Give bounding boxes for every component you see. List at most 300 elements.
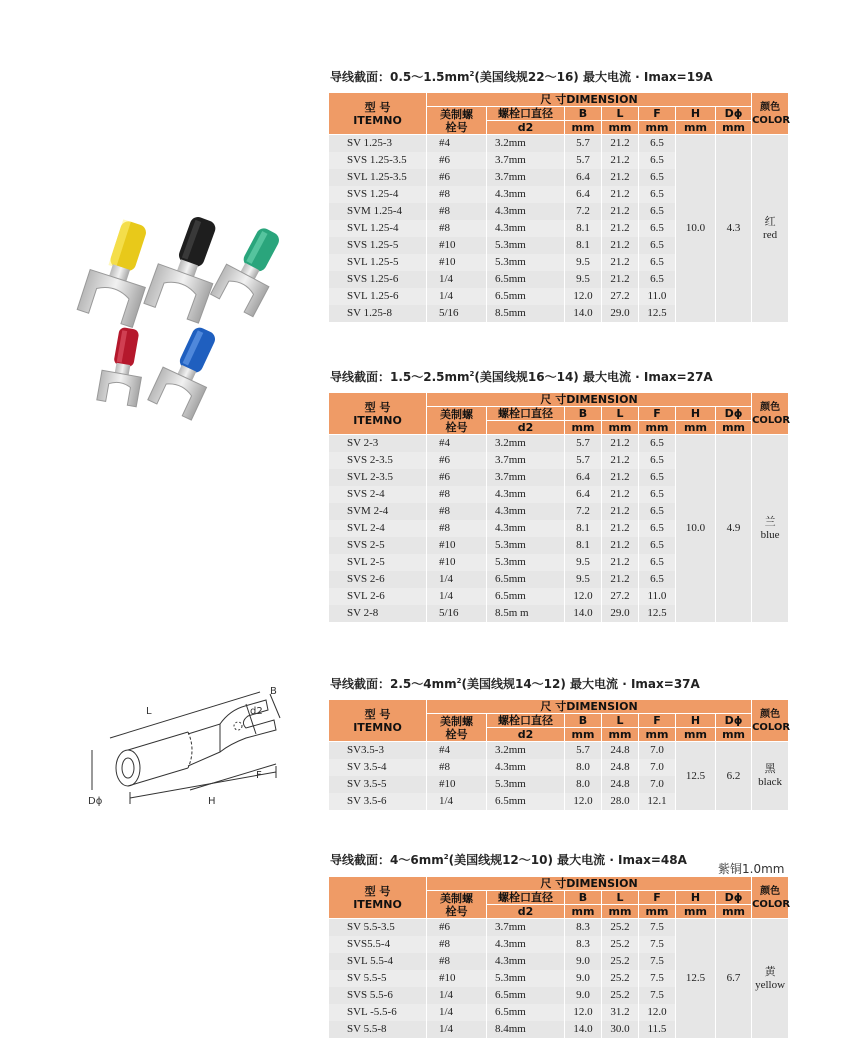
item-no: SVS 1.25-3.5	[329, 152, 427, 169]
d2-value: 5.3mm	[487, 554, 565, 571]
b-value: 9.5	[565, 571, 602, 588]
header-l: L	[602, 714, 639, 728]
b-value: 9.5	[565, 554, 602, 571]
f-value: 6.5	[639, 169, 676, 186]
f-value: 7.0	[639, 759, 676, 776]
screw-size: 1/4	[427, 1021, 487, 1038]
f-value: 12.5	[639, 305, 676, 322]
b-value: 8.1	[565, 237, 602, 254]
item-no: SVS 2-3.5	[329, 452, 427, 469]
item-no: SV 3.5-6	[329, 793, 427, 810]
screw-size: #8	[427, 759, 487, 776]
item-no: SVL 1.25-5	[329, 254, 427, 271]
screw-size: #10	[427, 970, 487, 987]
f-value: 6.5	[639, 537, 676, 554]
b-value: 8.0	[565, 759, 602, 776]
f-value: 11.0	[639, 588, 676, 605]
screw-size: 1/4	[427, 987, 487, 1004]
screw-size: #4	[427, 135, 487, 153]
d2-value: 4.3mm	[487, 220, 565, 237]
b-value: 9.0	[565, 953, 602, 970]
d2-value: 6.5mm	[487, 288, 565, 305]
green-terminal	[211, 220, 293, 317]
f-value: 6.5	[639, 486, 676, 503]
item-no: SV3.5-3	[329, 742, 427, 760]
b-value: 14.0	[565, 605, 602, 622]
item-no: SVM 1.25-4	[329, 203, 427, 220]
header-screw-size	[427, 107, 487, 135]
header-unit-mm: mm	[602, 728, 639, 742]
f-value: 6.5	[639, 254, 676, 271]
dphi-value: 4.9	[716, 435, 752, 623]
header-d2: d2	[487, 905, 565, 919]
screw-size: 5/16	[427, 305, 487, 322]
f-value: 7.5	[639, 936, 676, 953]
item-no: SV 1.25-3	[329, 135, 427, 153]
screw-size: #8	[427, 520, 487, 537]
header-b: B	[565, 714, 602, 728]
header-unit-mm: mm	[602, 421, 639, 435]
l-value: 24.8	[602, 759, 639, 776]
d2-value: 3.7mm	[487, 152, 565, 169]
color-cell	[752, 742, 789, 811]
section-title: 导线截面：$1.5\sim 2.5mm^2$(美国线规16～14) 最大电流 · Imax=27A	[330, 370, 713, 384]
screw-size: #6	[427, 469, 487, 486]
b-value: 8.1	[565, 520, 602, 537]
l-value: 21.2	[602, 503, 639, 520]
f-value: 7.5	[639, 919, 676, 937]
header-f: F	[639, 107, 676, 121]
item-no: SV 5.5-3.5	[329, 919, 427, 937]
l-value: 28.0	[602, 793, 639, 810]
header-screw-cn2: 栓号	[445, 120, 468, 134]
table-row	[329, 742, 789, 760]
header-d2-cn: 螺栓口直径	[487, 714, 565, 728]
item-no: SVM 2-4	[329, 503, 427, 520]
d2-value: 4.3mm	[487, 520, 565, 537]
item-no: SVL 2-3.5	[329, 469, 427, 486]
d2-value: 4.3mm	[487, 759, 565, 776]
header-dphi: Dϕ	[716, 714, 752, 728]
f-value: 7.5	[639, 970, 676, 987]
screw-size: #10	[427, 554, 487, 571]
item-no: SVS 1.25-5	[329, 237, 427, 254]
screw-size: 1/4	[427, 793, 487, 810]
color-cn: 兰	[764, 515, 776, 528]
table-row	[329, 135, 789, 153]
header-itemno	[329, 877, 427, 919]
d2-value: 8.4mm	[487, 1021, 565, 1038]
f-value: 6.5	[639, 469, 676, 486]
f-value: 12.1	[639, 793, 676, 810]
color-en: red	[763, 228, 778, 241]
color-cn: 黄	[764, 965, 776, 978]
screw-size: 1/4	[427, 288, 487, 305]
d2-value: 4.3mm	[487, 486, 565, 503]
spec-table	[328, 699, 789, 810]
l-value: 31.2	[602, 1004, 639, 1021]
color-cell	[752, 919, 789, 1039]
header-unit-mm: mm	[676, 121, 716, 135]
screw-size: #4	[427, 435, 487, 453]
table-row	[329, 435, 789, 453]
l-value: 24.8	[602, 776, 639, 793]
d2-value: 4.3mm	[487, 203, 565, 220]
blue-terminal	[148, 320, 229, 420]
screw-size: #10	[427, 776, 487, 793]
l-value: 25.2	[602, 987, 639, 1004]
header-color-cn: 颜色	[760, 101, 781, 113]
header-b: B	[565, 407, 602, 421]
l-value: 21.2	[602, 537, 639, 554]
item-no: SVL 2-5	[329, 554, 427, 571]
b-value: 5.7	[565, 452, 602, 469]
b-value: 8.3	[565, 936, 602, 953]
l-value: 30.0	[602, 1021, 639, 1038]
header-screw-size	[427, 891, 487, 919]
d2-value: 4.3mm	[487, 936, 565, 953]
d2-value: 6.5mm	[487, 588, 565, 605]
item-no: SVL 1.25-6	[329, 288, 427, 305]
b-value: 12.0	[565, 1004, 602, 1021]
header-screw-cn2: 栓号	[445, 904, 468, 918]
item-no: SVL 1.25-4	[329, 220, 427, 237]
h-value: 12.5	[676, 742, 716, 811]
l-value: 29.0	[602, 305, 639, 322]
header-unit-mm: mm	[676, 905, 716, 919]
b-value: 14.0	[565, 305, 602, 322]
b-value: 8.1	[565, 220, 602, 237]
d2-value: 6.5mm	[487, 987, 565, 1004]
f-value: 11.5	[639, 1021, 676, 1038]
b-value: 9.0	[565, 970, 602, 987]
screw-size: #10	[427, 254, 487, 271]
section-title: 导线截面：$0.5\sim 1.5mm^2$(美国线规22～16) 最大电流 · Imax=19A	[330, 70, 713, 84]
screw-size: #8	[427, 953, 487, 970]
header-itemno	[329, 700, 427, 742]
d2-value: 5.3mm	[487, 970, 565, 987]
header-unit-mm: mm	[716, 728, 752, 742]
f-value: 6.5	[639, 435, 676, 453]
header-d2: d2	[487, 728, 565, 742]
l-value: 24.8	[602, 742, 639, 760]
color-cn: 黑	[764, 763, 776, 775]
color-en: yellow	[755, 978, 786, 991]
f-value: 7.0	[639, 742, 676, 760]
header-d2-cn: 螺栓口直径	[487, 407, 565, 421]
header-color-en: COLOR	[752, 898, 791, 910]
header-dphi: Dϕ	[716, 891, 752, 905]
color-en: black	[758, 776, 782, 788]
header-f: F	[639, 714, 676, 728]
header-unit-mm: mm	[716, 421, 752, 435]
b-value: 12.0	[565, 288, 602, 305]
header-model-cn: 型 号	[364, 884, 391, 898]
item-no: SV 3.5-5	[329, 776, 427, 793]
l-value: 21.2	[602, 220, 639, 237]
yellow-terminal	[77, 214, 163, 327]
screw-size: #10	[427, 237, 487, 254]
header-unit-mm: mm	[639, 421, 676, 435]
b-value: 9.5	[565, 254, 602, 271]
l-value: 21.2	[602, 152, 639, 169]
screw-size: #8	[427, 203, 487, 220]
l-value: 21.2	[602, 486, 639, 503]
diagram-label-l: L	[146, 706, 152, 717]
color-en: blue	[760, 528, 780, 541]
f-value: 7.5	[639, 987, 676, 1004]
table-row	[329, 919, 789, 937]
screw-size: #8	[427, 186, 487, 203]
header-unit-mm: mm	[716, 905, 752, 919]
header-dimension: 尺 寸DIMENSION	[427, 393, 752, 407]
f-value: 6.5	[639, 186, 676, 203]
b-value: 6.4	[565, 186, 602, 203]
f-value: 6.5	[639, 452, 676, 469]
item-no: SVL 2-6	[329, 588, 427, 605]
header-model-cn: 型 号	[364, 100, 391, 114]
item-no: SV 2-8	[329, 605, 427, 622]
l-value: 21.2	[602, 520, 639, 537]
header-screw-size	[427, 407, 487, 435]
header-f: F	[639, 891, 676, 905]
header-dimension: 尺 寸DIMENSION	[427, 93, 752, 107]
item-no: SVS5.5-4	[329, 936, 427, 953]
b-value: 9.0	[565, 987, 602, 1004]
b-value: 12.0	[565, 588, 602, 605]
header-model-cn: 型 号	[364, 400, 391, 414]
screw-size: 1/4	[427, 571, 487, 588]
f-value: 6.5	[639, 554, 676, 571]
dphi-value: 6.7	[716, 919, 752, 1039]
item-no: SVL -5.5-6	[329, 1004, 427, 1021]
f-value: 11.0	[639, 288, 676, 305]
header-dimension: 尺 寸DIMENSION	[427, 700, 752, 714]
diagram-label-h: H	[208, 796, 216, 807]
l-value: 21.2	[602, 452, 639, 469]
copper-thickness-note: 紫铜1.0mm	[718, 862, 785, 876]
b-value: 8.0	[565, 776, 602, 793]
header-unit-mm: mm	[676, 728, 716, 742]
l-value: 21.2	[602, 203, 639, 220]
b-value: 5.7	[565, 742, 602, 760]
l-value: 21.2	[602, 271, 639, 288]
header-color-en: COLOR	[752, 114, 791, 126]
b-value: 8.3	[565, 919, 602, 937]
dphi-value: 4.3	[716, 135, 752, 323]
l-value: 21.2	[602, 186, 639, 203]
d2-value: 5.3mm	[487, 237, 565, 254]
b-value: 7.2	[565, 503, 602, 520]
header-unit-mm: mm	[639, 728, 676, 742]
header-h: H	[676, 714, 716, 728]
header-color-cn: 颜色	[760, 885, 781, 897]
screw-size: #10	[427, 537, 487, 554]
f-value: 6.5	[639, 271, 676, 288]
item-no: SVS 2-5	[329, 537, 427, 554]
dimension-diagram	[70, 680, 310, 820]
l-value: 21.2	[602, 469, 639, 486]
f-value: 6.5	[639, 571, 676, 588]
header-screw-cn1: 美制螺	[440, 107, 473, 121]
header-unit-mm: mm	[639, 905, 676, 919]
header-unit-mm: mm	[565, 905, 602, 919]
item-no: SVS 2-4	[329, 486, 427, 503]
f-value: 6.5	[639, 237, 676, 254]
d2-value: 6.5mm	[487, 1004, 565, 1021]
item-no: SVS 1.25-6	[329, 271, 427, 288]
d2-value: 4.3mm	[487, 953, 565, 970]
header-b: B	[565, 107, 602, 121]
screw-size: #8	[427, 503, 487, 520]
header-f: F	[639, 407, 676, 421]
l-value: 27.2	[602, 588, 639, 605]
header-d2: d2	[487, 121, 565, 135]
b-value: 5.7	[565, 135, 602, 153]
d2-value: 8.5mm	[487, 305, 565, 322]
screw-size: #6	[427, 152, 487, 169]
header-unit-mm: mm	[676, 421, 716, 435]
header-color-cn: 颜色	[760, 708, 781, 720]
header-color	[752, 877, 789, 919]
d2-value: 5.3mm	[487, 537, 565, 554]
spec-table	[328, 92, 789, 322]
l-value: 25.2	[602, 953, 639, 970]
header-unit-mm: mm	[565, 121, 602, 135]
diagram-label-b: B	[270, 686, 277, 697]
black-terminal	[144, 209, 233, 323]
header-model-cn: 型 号	[364, 707, 391, 721]
section-title: 导线截面：$4\sim 6mm^2$(美国线规12～10) 最大电流 · Imax=48A	[330, 853, 687, 867]
header-screw-cn2: 栓号	[445, 727, 468, 741]
l-value: 27.2	[602, 288, 639, 305]
screw-size: 1/4	[427, 1004, 487, 1021]
header-unit-mm: mm	[602, 905, 639, 919]
header-model-en: ITEMNO	[353, 413, 402, 427]
item-no: SV 5.5-5	[329, 970, 427, 987]
header-color	[752, 393, 789, 435]
screw-size: 5/16	[427, 605, 487, 622]
d2-value: 4.3mm	[487, 186, 565, 203]
header-dphi: Dϕ	[716, 407, 752, 421]
l-value: 21.2	[602, 169, 639, 186]
d2-value: 6.5mm	[487, 793, 565, 810]
diagram-label-d2: d2	[250, 706, 263, 717]
header-d2: d2	[487, 421, 565, 435]
header-itemno	[329, 393, 427, 435]
header-h: H	[676, 891, 716, 905]
screw-size: #6	[427, 169, 487, 186]
header-h: H	[676, 407, 716, 421]
header-itemno	[329, 93, 427, 135]
header-color	[752, 700, 789, 742]
d2-value: 3.2mm	[487, 742, 565, 760]
f-value: 6.5	[639, 520, 676, 537]
red-terminal	[97, 325, 150, 407]
l-value: 21.2	[602, 435, 639, 453]
l-value: 21.2	[602, 554, 639, 571]
h-value: 10.0	[676, 435, 716, 623]
d2-value: 6.5mm	[487, 271, 565, 288]
d2-value: 8.5m m	[487, 605, 565, 622]
l-value: 29.0	[602, 605, 639, 622]
item-no: SV 2-3	[329, 435, 427, 453]
spec-table	[328, 392, 789, 622]
d2-value: 3.2mm	[487, 135, 565, 153]
b-value: 5.7	[565, 435, 602, 453]
screw-size: 1/4	[427, 271, 487, 288]
spec-table	[328, 876, 789, 1038]
screw-size: 1/4	[427, 588, 487, 605]
f-value: 7.0	[639, 776, 676, 793]
item-no: SVL 2-4	[329, 520, 427, 537]
screw-size: #6	[427, 452, 487, 469]
item-no: SV 5.5-8	[329, 1021, 427, 1038]
h-value: 12.5	[676, 919, 716, 1039]
header-unit-mm: mm	[602, 121, 639, 135]
header-unit-mm: mm	[565, 421, 602, 435]
f-value: 7.5	[639, 953, 676, 970]
l-value: 25.2	[602, 919, 639, 937]
d2-value: 3.2mm	[487, 435, 565, 453]
item-no: SVL 5.5-4	[329, 953, 427, 970]
b-value: 9.5	[565, 271, 602, 288]
header-color-cn: 颜色	[760, 401, 781, 413]
header-screw-cn1: 美制螺	[440, 714, 473, 728]
terminals-photo	[70, 195, 320, 425]
f-value: 6.5	[639, 220, 676, 237]
d2-value: 4.3mm	[487, 503, 565, 520]
l-value: 21.2	[602, 135, 639, 153]
screw-size: #8	[427, 936, 487, 953]
l-value: 25.2	[602, 936, 639, 953]
d2-value: 3.7mm	[487, 169, 565, 186]
color-cell	[752, 435, 789, 623]
l-value: 25.2	[602, 970, 639, 987]
header-unit-mm: mm	[565, 728, 602, 742]
b-value: 14.0	[565, 1021, 602, 1038]
f-value: 6.5	[639, 152, 676, 169]
dphi-value: 6.2	[716, 742, 752, 811]
header-l: L	[602, 407, 639, 421]
header-dimension: 尺 寸DIMENSION	[427, 877, 752, 891]
color-cn: 红	[764, 215, 776, 228]
section-title: 导线截面：$2.5\sim 4mm^2$(美国线规14～12) 最大电流 · Imax=37A	[330, 677, 700, 691]
l-value: 21.2	[602, 237, 639, 254]
item-no: SV 1.25-8	[329, 305, 427, 322]
d2-value: 3.7mm	[487, 452, 565, 469]
header-d2-cn: 螺栓口直径	[487, 107, 565, 121]
item-no: SVS 5.5-6	[329, 987, 427, 1004]
b-value: 6.4	[565, 486, 602, 503]
header-h: H	[676, 107, 716, 121]
l-value: 21.2	[602, 571, 639, 588]
header-l: L	[602, 891, 639, 905]
f-value: 6.5	[639, 135, 676, 153]
h-value: 10.0	[676, 135, 716, 323]
d2-value: 5.3mm	[487, 254, 565, 271]
color-cell	[752, 135, 789, 323]
header-screw-cn1: 美制螺	[440, 407, 473, 421]
diagram-label-f: F	[256, 770, 262, 781]
b-value: 5.7	[565, 152, 602, 169]
header-unit-mm: mm	[639, 121, 676, 135]
header-color-en: COLOR	[752, 721, 791, 733]
item-no: SV 3.5-4	[329, 759, 427, 776]
screw-size: #4	[427, 742, 487, 760]
item-no: SVL 1.25-3.5	[329, 169, 427, 186]
header-model-en: ITEMNO	[353, 720, 402, 734]
